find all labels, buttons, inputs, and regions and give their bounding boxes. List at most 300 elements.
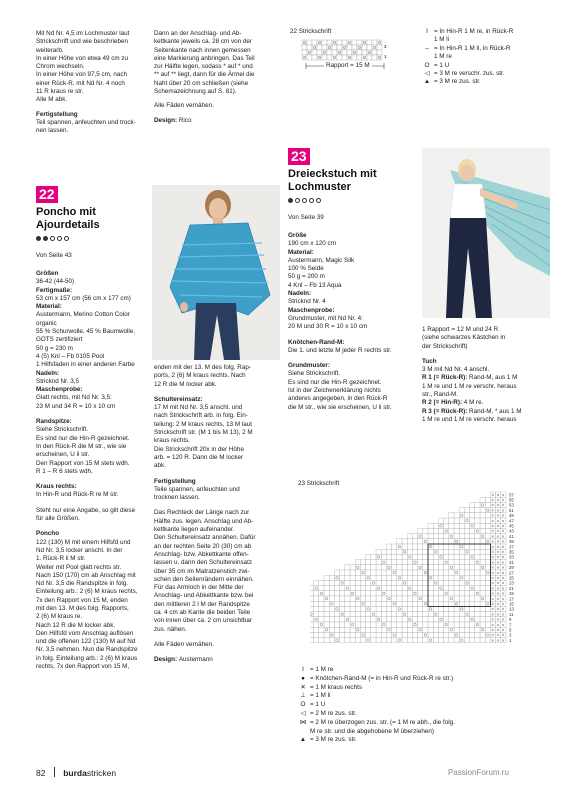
chart-23-cell bbox=[459, 575, 464, 580]
chart-22-cell bbox=[322, 55, 327, 60]
chart-23-cell bbox=[464, 586, 469, 591]
chart-23-cell bbox=[459, 534, 464, 539]
watermark: PassionForum.ru bbox=[448, 768, 509, 777]
chart-23-cell bbox=[386, 627, 391, 632]
chart-23-cell bbox=[433, 523, 438, 528]
chart-23-cell bbox=[438, 523, 443, 528]
chart-23-cell bbox=[449, 617, 454, 622]
text-line: organic bbox=[36, 319, 57, 327]
chart-23-cell bbox=[454, 560, 459, 565]
chart-23-cell bbox=[392, 565, 397, 570]
text-line: schen den Seitenrändern einnähen. bbox=[154, 575, 254, 583]
chart-23-row-label: 51 bbox=[509, 507, 514, 513]
chart-22-cell bbox=[302, 50, 307, 55]
text-line: abk. bbox=[154, 462, 166, 470]
chart-23-garter-mark: × bbox=[501, 544, 505, 550]
pattern-23-from-page: Von Seite 39 bbox=[288, 214, 324, 221]
legend-text: = 1 U bbox=[310, 701, 326, 709]
col1-finish-heading: Fertigstellung bbox=[36, 110, 78, 118]
chart-23-cell bbox=[324, 596, 329, 601]
chart-23-row-label: 15 bbox=[509, 601, 514, 607]
chart-23-cell bbox=[329, 612, 334, 617]
chart-23-cell bbox=[428, 580, 433, 585]
chart-23-cell bbox=[438, 632, 443, 637]
chart-23-cell bbox=[480, 518, 485, 523]
chart-23-cell bbox=[464, 539, 469, 544]
chart-23-cell bbox=[464, 518, 469, 523]
legend-row bbox=[420, 28, 550, 36]
chart-23-cell bbox=[470, 549, 475, 554]
chart-23-cell bbox=[449, 575, 454, 580]
chart-23-garter-mark: × bbox=[496, 539, 500, 545]
chart-23-cell bbox=[418, 549, 423, 554]
text-line: Strickschrift str. (M 1 bis M 13), 2 M bbox=[154, 429, 253, 437]
chart-22-cell bbox=[357, 55, 362, 60]
chart-23-cell bbox=[459, 601, 464, 606]
chart-23-cell bbox=[345, 612, 350, 617]
chart-22-cell bbox=[357, 40, 362, 45]
chart-23-cell bbox=[470, 580, 475, 585]
difficulty-dot-filled bbox=[43, 236, 48, 241]
chart-23-cell bbox=[470, 617, 475, 622]
col2-top-text bbox=[154, 30, 284, 125]
chart-23-cell bbox=[433, 586, 438, 591]
chart-23-cell bbox=[480, 570, 485, 575]
difficulty-23 bbox=[288, 198, 323, 206]
chart-23-cell bbox=[407, 539, 412, 544]
chart-22-cell bbox=[342, 45, 347, 50]
chart-23-cell bbox=[350, 622, 355, 627]
text-line: 4 Knl – Fb 13 Aqua bbox=[288, 281, 342, 289]
chart-23-cell bbox=[470, 565, 475, 570]
chart-23-cell bbox=[314, 606, 319, 611]
chart-23-cell bbox=[376, 570, 381, 575]
chart-23-cell bbox=[464, 560, 469, 565]
text-line: 50 g = 200 m bbox=[288, 273, 325, 281]
chart-23-cell bbox=[454, 513, 459, 518]
chart-23-cell bbox=[319, 638, 324, 643]
chart-23-cell bbox=[475, 591, 480, 596]
text-line: R 3 (= Rück-R): Rand-M, * aus 1 M bbox=[422, 407, 522, 415]
chart-23-cell bbox=[386, 544, 391, 549]
chart-23-cell bbox=[397, 549, 402, 554]
pattern-22-from-page: Von Seite 43 bbox=[36, 252, 72, 259]
chart-22-cell bbox=[312, 45, 317, 50]
chart-23-cell bbox=[423, 534, 428, 539]
text-line: Weiter mit Pool glatt rechts str. bbox=[36, 563, 122, 571]
chart-23-cell bbox=[371, 586, 376, 591]
chart-23-cell bbox=[314, 632, 319, 637]
chart-23-cell bbox=[438, 528, 443, 533]
text-line: R 2 (= Hin-R): 4 M re. bbox=[422, 399, 484, 407]
chart-23-cell bbox=[475, 502, 480, 507]
chart-23-cell bbox=[360, 627, 365, 632]
chart-23-cell bbox=[412, 617, 417, 622]
chart-23-cell bbox=[314, 638, 319, 643]
chart-23-cell bbox=[444, 544, 449, 549]
chart-23-cell bbox=[402, 554, 407, 559]
difficulty-dot-empty bbox=[64, 236, 69, 241]
text-line: Nach 150 (170) cm ab Anschlag mit bbox=[36, 571, 136, 579]
text-line: Teile spannen, anfeuchten und bbox=[154, 485, 240, 493]
chart-23-cell bbox=[423, 544, 428, 549]
chart-23-garter-mark: × bbox=[501, 513, 505, 519]
chart-23-garter-mark: × bbox=[496, 513, 500, 519]
chart-23-cell bbox=[402, 627, 407, 632]
chart-23-cell bbox=[433, 617, 438, 622]
chart-23-garter-mark: × bbox=[491, 575, 495, 581]
legend-row bbox=[296, 675, 546, 684]
chart-23-cell bbox=[350, 627, 355, 632]
chart-23-cell bbox=[412, 580, 417, 585]
chart-23-cell bbox=[470, 539, 475, 544]
chart-23-garter-mark: × bbox=[496, 507, 500, 513]
chart-23-garter-mark: × bbox=[496, 518, 500, 524]
chart-23-cell bbox=[418, 612, 423, 617]
chart-23-cell bbox=[485, 513, 490, 518]
chart-23-cell bbox=[475, 518, 480, 523]
chart-23-cell bbox=[314, 580, 319, 585]
chart-23-cell bbox=[454, 606, 459, 611]
chart-23-cell bbox=[366, 554, 371, 559]
chart-23-cell bbox=[329, 596, 334, 601]
text-line: Siehe Strickschrift. bbox=[288, 370, 341, 378]
chart-23-cell bbox=[485, 601, 490, 606]
chart-23-cell bbox=[485, 580, 490, 585]
chart-23-cell bbox=[475, 575, 480, 580]
chart-23-cell bbox=[418, 534, 423, 539]
chart-23-cell bbox=[454, 601, 459, 606]
chart-23-cell bbox=[324, 632, 329, 637]
difficulty-dot-empty bbox=[302, 198, 307, 203]
chart-23-cell bbox=[438, 622, 443, 627]
chart-23-cell bbox=[444, 638, 449, 643]
chart-23-cell bbox=[376, 617, 381, 622]
chart-23-cell bbox=[314, 612, 319, 617]
text-line: kettkante liegen aufeinander. bbox=[154, 526, 235, 534]
chart-23-cell bbox=[418, 544, 423, 549]
chart-23-cell bbox=[412, 622, 417, 627]
chart-23-garter-mark: × bbox=[501, 539, 505, 545]
chart-23-cell bbox=[470, 601, 475, 606]
chart-23-cell bbox=[381, 596, 386, 601]
text-line: von innen über ca. 2 cm unsichtbar bbox=[154, 617, 253, 625]
chart-23-cell bbox=[449, 560, 454, 565]
chart-23-garter-mark: × bbox=[496, 554, 500, 560]
col2-design-line: Design: Rico bbox=[154, 116, 192, 124]
chart-23-cell bbox=[433, 560, 438, 565]
chart-23-row-label: 41 bbox=[509, 533, 514, 539]
chart-23-cell bbox=[470, 632, 475, 637]
chart-23-cell bbox=[345, 591, 350, 596]
chart-23-garter-mark: × bbox=[501, 559, 505, 565]
legend-text: = 3 M re verschr. zus. str. bbox=[434, 69, 505, 77]
chart-23-garter-mark: × bbox=[496, 606, 500, 612]
chart-23-cell bbox=[470, 508, 475, 513]
chart-23-cell bbox=[444, 617, 449, 622]
chart-23-cell bbox=[407, 544, 412, 549]
chart-23-cell bbox=[454, 622, 459, 627]
difficulty-dot-empty bbox=[316, 198, 321, 203]
chart-23-cell bbox=[464, 638, 469, 643]
chart-23-cell bbox=[418, 617, 423, 622]
chart-23-cell bbox=[386, 606, 391, 611]
legend-symbol-icon: – bbox=[425, 44, 429, 52]
chart-23-cell bbox=[340, 617, 345, 622]
legend-row bbox=[420, 36, 550, 44]
chart-23-cell bbox=[319, 617, 324, 622]
chart-23-cell bbox=[475, 565, 480, 570]
legend-text: = 2 M re überzogen zus. str. (= 1 M re abh., die folg. bbox=[310, 718, 455, 726]
chart-23-cell bbox=[438, 638, 443, 643]
chart-23-garter-mark: × bbox=[491, 580, 495, 586]
section-heading: Maschenprobe: bbox=[288, 306, 335, 314]
legend-symbol-icon: ⋈ bbox=[299, 718, 307, 726]
chart-23-cell bbox=[371, 638, 376, 643]
chart-23-cell bbox=[485, 560, 490, 565]
chart-23-cell bbox=[350, 617, 355, 622]
chart-23-cell bbox=[366, 575, 371, 580]
chart-23-cell bbox=[485, 528, 490, 533]
chart-23-cell bbox=[397, 544, 402, 549]
chart-23-cell bbox=[438, 591, 443, 596]
chart-23-cell bbox=[314, 622, 319, 627]
chart-22-cell bbox=[327, 45, 332, 50]
chart-23-cell bbox=[407, 638, 412, 643]
chart-23-cell bbox=[444, 586, 449, 591]
chart-23-garter-mark: × bbox=[501, 565, 505, 571]
chart-23-cell bbox=[340, 601, 345, 606]
chart-23-garter-mark: × bbox=[491, 585, 495, 591]
chart-23-cell bbox=[371, 622, 376, 627]
chart-23-cell bbox=[449, 528, 454, 533]
text-line: Den Schultereinsatz annähen. Dafür bbox=[154, 534, 256, 542]
chart-23-cell bbox=[423, 591, 428, 596]
chart-23-cell bbox=[454, 528, 459, 533]
chart-23-cell bbox=[340, 638, 345, 643]
text-line: Alle M abk. bbox=[36, 96, 68, 104]
chart-23-cell bbox=[340, 632, 345, 637]
chart-23-cell bbox=[480, 544, 485, 549]
chart-23-cell bbox=[464, 513, 469, 518]
chart-23-cell bbox=[423, 570, 428, 575]
chart-23-cell bbox=[381, 612, 386, 617]
chart-23-cell bbox=[454, 627, 459, 632]
chart-23-cell bbox=[470, 586, 475, 591]
chart-23-cell bbox=[444, 523, 449, 528]
chart-23-cell bbox=[480, 586, 485, 591]
chart-23-cell bbox=[464, 617, 469, 622]
legend-text: = 1 M re bbox=[310, 666, 334, 673]
chart-23-cell bbox=[459, 554, 464, 559]
chart-23-cell bbox=[480, 575, 485, 580]
chart-23-cell bbox=[459, 528, 464, 533]
chart-23-cell bbox=[314, 617, 319, 622]
chart-23-garter-mark: × bbox=[491, 523, 495, 529]
chart-23-garter-mark: × bbox=[501, 502, 505, 508]
chart-23-cell bbox=[480, 528, 485, 533]
chart-23-cell bbox=[310, 586, 314, 591]
chart-23-cell bbox=[454, 591, 459, 596]
chart-23-cell bbox=[480, 508, 485, 513]
chart-23-cell bbox=[340, 575, 345, 580]
chart-23-cell bbox=[310, 627, 314, 632]
chart-23-cell bbox=[345, 570, 350, 575]
chart-23-cell bbox=[485, 518, 490, 523]
chart-23-cell bbox=[392, 570, 397, 575]
chart-23-garter-mark: × bbox=[501, 549, 505, 555]
chart-23-cell bbox=[329, 627, 334, 632]
chart-23-cell bbox=[381, 591, 386, 596]
chart-23-cell bbox=[392, 554, 397, 559]
chart-23-cell bbox=[355, 575, 360, 580]
chart-23-cell bbox=[470, 596, 475, 601]
chart-23-cell bbox=[319, 596, 324, 601]
chart-23-cell bbox=[454, 549, 459, 554]
chart-23-cell bbox=[334, 638, 339, 643]
chart-23-cell bbox=[480, 534, 485, 539]
chart-23-row-label: 45 bbox=[509, 523, 514, 529]
chart-23-cell bbox=[329, 606, 334, 611]
section-heading: Maschenprobe: bbox=[36, 386, 83, 394]
chart-23-cell bbox=[402, 560, 407, 565]
chart-23-cell bbox=[319, 622, 324, 627]
chart-23-cell bbox=[355, 596, 360, 601]
text-line: in folg. Einteilung arb.: 2 (6) M kraus bbox=[36, 654, 138, 662]
chart-22-repeat: Rapport = 15 M bbox=[326, 62, 370, 69]
text-line: enden mit der 13. M des folg. Rap- bbox=[154, 364, 251, 371]
chart-23-cell bbox=[407, 570, 412, 575]
chart-23-cell bbox=[397, 565, 402, 570]
chart-23-cell bbox=[459, 580, 464, 585]
legend-23 bbox=[296, 666, 546, 745]
chart-23-cell bbox=[402, 622, 407, 627]
section-heading: Größen bbox=[36, 270, 59, 277]
text-line: weiterarb. bbox=[36, 46, 64, 54]
chart-23-cell bbox=[423, 586, 428, 591]
section-heading: Poncho bbox=[36, 530, 60, 538]
chart-23-cell bbox=[345, 617, 350, 622]
chart-23-cell bbox=[407, 596, 412, 601]
chart-23-cell bbox=[464, 612, 469, 617]
chart-23-cell bbox=[423, 601, 428, 606]
chart-23-row-label: 47 bbox=[509, 518, 514, 524]
chart-22-cell bbox=[307, 40, 312, 45]
chart-23-cell bbox=[480, 627, 485, 632]
chart-23-garter-mark: × bbox=[496, 611, 500, 617]
chart-23-cell bbox=[334, 580, 339, 585]
chart-23-cell bbox=[433, 554, 438, 559]
chart-23-cell bbox=[371, 591, 376, 596]
chart-23-cell bbox=[475, 586, 480, 591]
text-line: Austermann, Merino Cotton Color bbox=[36, 311, 130, 319]
text-line: Chrom wechseln. bbox=[36, 63, 85, 71]
chart-23-cell bbox=[366, 622, 371, 627]
chart-23-cell bbox=[345, 580, 350, 585]
legend-row bbox=[296, 719, 546, 728]
chart-22-cell bbox=[302, 45, 307, 50]
text-line: Die 1. und letzte M jeder R rechts str. bbox=[288, 346, 392, 354]
chart-22-cell bbox=[302, 55, 307, 60]
chart-23-cell bbox=[449, 513, 454, 518]
chart-23-garter-mark: × bbox=[501, 637, 505, 643]
chart-23-cell bbox=[485, 575, 490, 580]
legend-text: 1 M re bbox=[434, 53, 452, 61]
chart-23-cell bbox=[412, 554, 417, 559]
chart-23-cell bbox=[464, 523, 469, 528]
chart-23-cell bbox=[418, 570, 423, 575]
chart-23-cell bbox=[324, 606, 329, 611]
pattern-22-body bbox=[36, 270, 156, 671]
chart-23-cell bbox=[386, 622, 391, 627]
chart-23-cell bbox=[454, 544, 459, 549]
difficulty-22 bbox=[36, 236, 71, 244]
chart-23-cell bbox=[418, 591, 423, 596]
chart-23-cell bbox=[314, 596, 319, 601]
chart-23-cell bbox=[459, 596, 464, 601]
text-line: Grundmuster, mit Nd Nr. 4: bbox=[288, 314, 363, 322]
chart-23-cell bbox=[355, 580, 360, 585]
chart-23-cell bbox=[402, 591, 407, 596]
chart-23-cell bbox=[397, 591, 402, 596]
chart-23-cell bbox=[433, 622, 438, 627]
chart-23-cell bbox=[319, 601, 324, 606]
design-credit: Design: Austermann bbox=[154, 656, 213, 664]
chart-23-cell bbox=[381, 565, 386, 570]
legend-row bbox=[420, 70, 550, 78]
chart-23-cell bbox=[376, 612, 381, 617]
chart-23-cell bbox=[412, 601, 417, 606]
chart-23-cell bbox=[480, 539, 485, 544]
text-line: 12 R die M locker abk. bbox=[154, 380, 217, 388]
text-line: 122 (130) M mit einem Hilfsfd und bbox=[36, 538, 131, 546]
chart-23-cell bbox=[376, 560, 381, 565]
section-heading: Kraus rechts: bbox=[36, 483, 77, 491]
chart-23-cell bbox=[371, 632, 376, 637]
chart-23-cell bbox=[459, 565, 464, 570]
text-line: Anschlag- und Abkettkante bzw. bei bbox=[154, 592, 254, 600]
chart-23-cell bbox=[449, 638, 454, 643]
chart-23-cell bbox=[454, 523, 459, 528]
text-line: kraus rechts. bbox=[154, 437, 191, 445]
chart-23-cell bbox=[397, 570, 402, 575]
chart-23-cell bbox=[433, 539, 438, 544]
chart-23-cell bbox=[360, 632, 365, 637]
chart-23-cell bbox=[402, 575, 407, 580]
chart-23-cell bbox=[392, 638, 397, 643]
poncho-photo bbox=[152, 185, 280, 360]
chart-23-cell bbox=[418, 580, 423, 585]
chart-23-cell bbox=[376, 596, 381, 601]
chart-23-cell bbox=[428, 606, 433, 611]
chart-23-cell bbox=[470, 575, 475, 580]
chart-23-cell bbox=[464, 549, 469, 554]
chart-23-cell bbox=[459, 612, 464, 617]
chart-23-cell bbox=[454, 539, 459, 544]
chart-23-cell bbox=[334, 617, 339, 622]
chart-23-garter-mark: × bbox=[496, 559, 500, 565]
chart-23-cell bbox=[470, 502, 475, 507]
col1-top-text bbox=[36, 30, 156, 136]
legend-text: = 1 M kraus rechts bbox=[310, 683, 362, 691]
chart-23-cell bbox=[392, 580, 397, 585]
chart-23-cell bbox=[402, 601, 407, 606]
chart-23-cell bbox=[376, 565, 381, 570]
chart-22-cell bbox=[347, 50, 352, 55]
spacer bbox=[36, 500, 156, 507]
chart-22-cell bbox=[322, 40, 327, 45]
chart-23-cell bbox=[480, 502, 485, 507]
